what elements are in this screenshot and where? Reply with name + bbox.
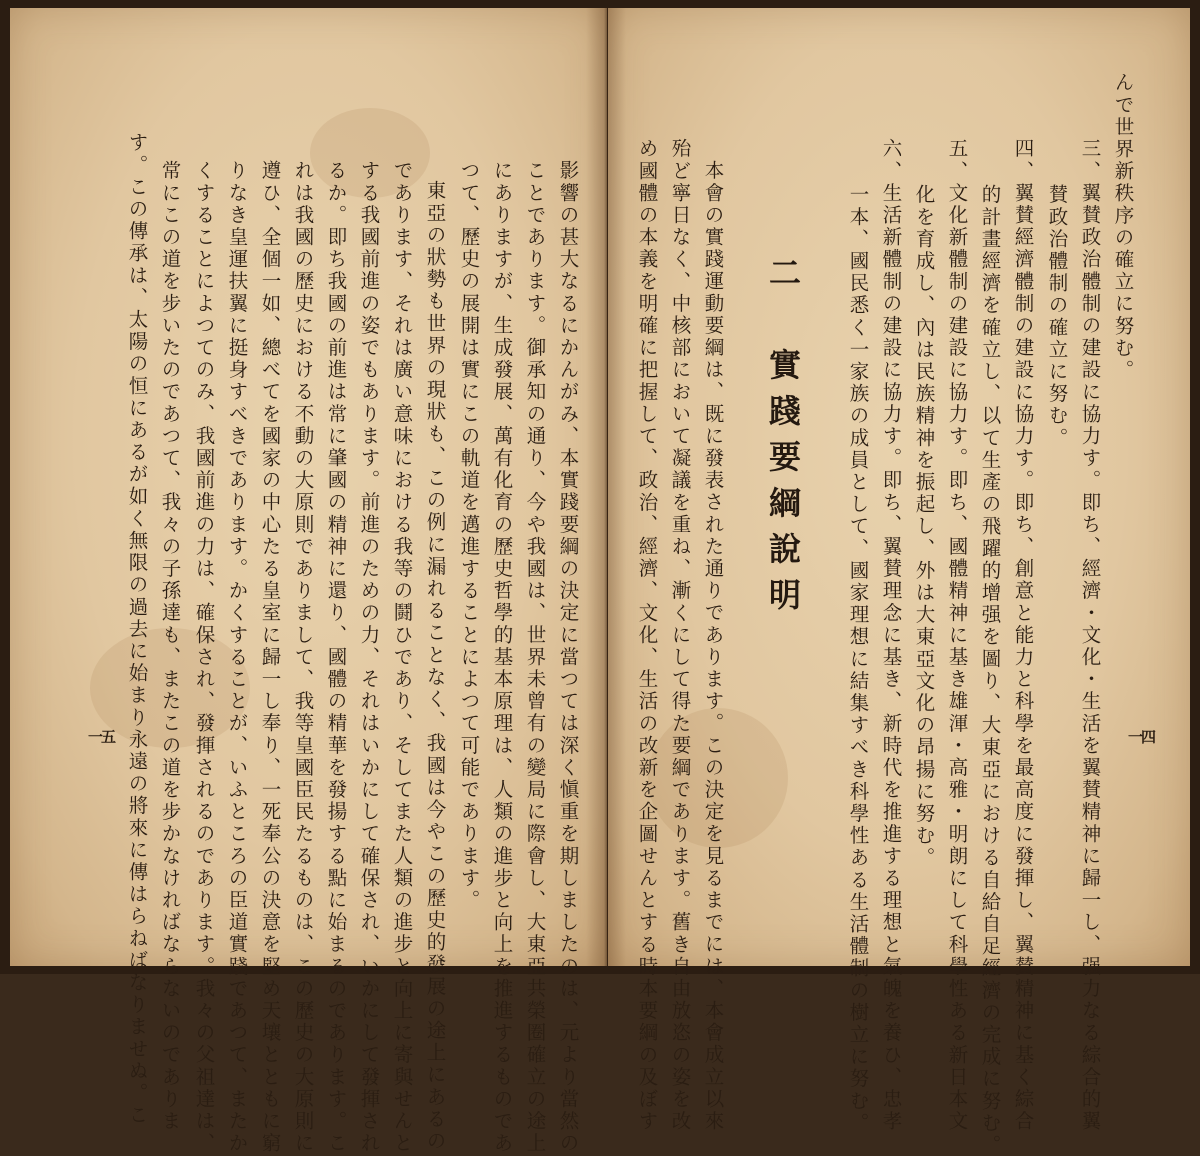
right-text-column-7: 化を育成し、內は民族精神を振起し、外は大東亞文化の昂揚に努む。: [912, 184, 936, 870]
left-text-column-1: 影響の甚大なるにかんがみ、本實踐要綱の決定に當つては深く愼重を期しましたのは、元より當然の: [556, 160, 580, 1155]
right-text-column-5: 的計畫經濟を確立し、以て生產の飛躍的增强を圖り、大東亞における自給自足經濟の完成に努む。: [978, 184, 1002, 1156]
right-text-column-3: 賛政治體制の確立に努む。: [1045, 184, 1069, 450]
left-page: [10, 8, 607, 1155]
left-text-column-7: する我國前進の姿でもあります。前進のための力、それはいかにして確保され、いかにして發揮され: [357, 160, 381, 1155]
right-text-column-2: 三、翼賛政治體制の建設に協力す。即ち、經濟・文化・生活を翼賛精神に歸一し、强力なる綜合的翼: [1078, 138, 1102, 1133]
left-text-column-4: つて、歷史の展開は實にこの軌道を邁進することによつて可能であります。: [457, 160, 481, 912]
right-body-column-2: 殆ど寧日なく、中核部において凝議を重ね、漸くにして得た要綱であります。舊き自由放恣の姿を改: [668, 138, 692, 1133]
right-text-column-8: 六、生活新體制の建設に協力す。即ち、翼賛理念に基き、新時代を推進する理想と氣魄を養ひ、忠孝: [879, 138, 903, 1133]
right-text-column-1: んで世界新秩序の確立に努む。: [1111, 72, 1135, 382]
left-text-column-11: りなき皇運扶翼に挺身すべきであります。かくすることが、いふところの臣道實踐であつて、またか: [225, 160, 249, 1155]
left-text-column-14: す。この傳承は、太陽の恒にあるが如く無限の過去に始まり永遠の將來に傳はらねばなりませぬ。こ: [125, 132, 149, 1127]
left-text-column-13: 常にこの道を步いたのであつて、我々の子孫達も、またこの道を步かなければならないのでありま: [158, 160, 182, 1133]
left-text-column-5: 東亞の狀勢も世界の現狀も、この例に漏れることなく、我國は今やこの歷史的發展の途上にあるの: [423, 180, 447, 1153]
left-text-column-12: くすることによつてのみ、我國前進の力は、確保され、發揮されるのであります。我々の父祖達は、: [192, 160, 216, 1155]
right-text-column-4: 四、翼賛經濟體制の建設に協力す。即ち、創意と能力と科學を最高度に發揮し、翼賛精神に基く綜合: [1011, 138, 1035, 1133]
left-text-column-8: るか。即ち我國の前進は常に肇國の精神に還り、國體の精華を發揚する點に始まるのであります。こ: [324, 160, 348, 1155]
page-number: 一四: [1128, 728, 1155, 746]
left-text-column-10: 遵ひ、全個一如、總べてを國家の中心たる皇室に歸一し奉り、一死奉公の決意を堅め天壤とともに窮: [258, 160, 282, 1155]
right-text-column-9: 一本、國民悉く一家族の成員として、國家理想に結集すべき科學性ある生活體制の樹立に努む。: [846, 184, 870, 1135]
right-text-column-6: 五、文化新體制の建設に協力す。即ち、國體精神に基き雄渾・高雅・明朗にして科學性ある新日本文: [945, 138, 969, 1133]
left-text-column-2: ことであります。御承知の通り、今や我國は、世界未曾有の變局に際會し、大東亞共榮圈確立の途上: [523, 160, 547, 1155]
left-text-column-3: にありますが、生成發展、萬有化育の歷史哲學的基本原理は、人類の進步と向上を推進するものであ: [490, 160, 514, 1155]
page-number: 一五: [88, 728, 115, 746]
left-text-column-9: れは我國の歷史における不動の大原則でありまして、我等皇國臣民たるものは、この歷史の大原則に: [291, 160, 315, 1155]
right-page: [608, 8, 1190, 1156]
right-body-column-1: 本會の實踐運動要綱は、既に發表された通りであります。この決定を見るまでには、本會成立以來: [701, 160, 725, 1133]
left-text-column-6: であります、それは廣い意味における我等の鬪ひであり、そしてまた人類の進步と向上に寄與せんと: [390, 160, 414, 1155]
right-body-column-3: め國體の本義を明確に把握して、政治、經濟、文化、生活の改新を企圖せんとする時本要綱の及ぼす: [635, 138, 659, 1133]
section-heading: 二 實踐要綱說明: [764, 256, 802, 624]
